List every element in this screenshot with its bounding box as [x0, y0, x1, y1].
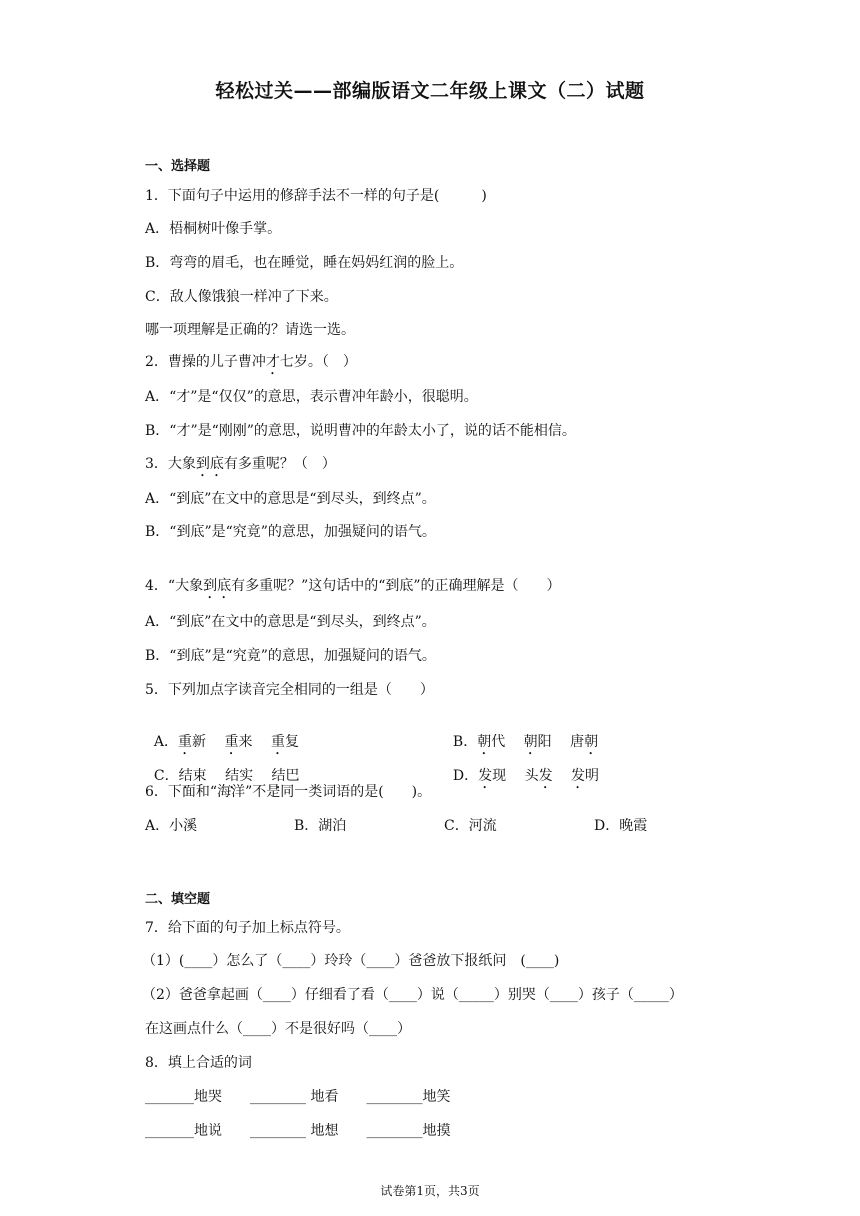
- q8-stem: 8．填上合适的词: [145, 1055, 252, 1071]
- q5-option-a: A．重新 重来 重复: [153, 734, 299, 750]
- q4-stem: [145, 576, 561, 602]
- group-instruction: 哪一项理解是正确的？请选一选。: [145, 322, 355, 338]
- q6-stem: 6．下面和“海洋”不是同一类词语的是( )。: [145, 784, 432, 800]
- q7-line-1: （1）(____）怎么了（____）玲玲（____）爸爸放下报纸问 (____): [142, 953, 560, 969]
- q7-line-3: 在这画点什么（____）不是很好吗（____）: [145, 1021, 411, 1037]
- q5-option-d: D．发现 头发 发明: [452, 768, 600, 784]
- q1-option-c: C．敌人像饿狼一样冲了下来。: [145, 289, 338, 305]
- q7-stem: 7．给下面的句子加上标点符号。: [145, 920, 350, 936]
- q1-option-b: B．弯弯的眉毛，也在睡觉，睡在妈妈红润的脸上。: [145, 255, 464, 271]
- q2-option-b: B．“才”是“刚刚”的意思，说明曹冲的年龄太小了，说的话不能相信。: [145, 423, 576, 439]
- q4-stem-post: 有多重呢？”这句话中的“到底”的正确理解是（ ）: [231, 578, 561, 594]
- q2-stem: [145, 352, 357, 378]
- q2-option-a: A．“才”是“仅仅”的意思，表示曹冲年龄小，很聪明。: [145, 389, 478, 405]
- page-footer: 试卷第1页，共3页: [380, 1184, 480, 1198]
- q4-stem-pre: 4．“大象: [145, 578, 204, 594]
- q3-stem-post: 有多重呢？（ ）: [223, 456, 336, 472]
- q8-row-2: _______地说 ________ 地想 ________地摸: [145, 1123, 451, 1139]
- q5-option-b: B．朝代 朝阳 唐朝: [452, 734, 599, 750]
- q4-option-b: B．“到底”是“究竟”的意思，加强疑问的语气。: [145, 648, 436, 664]
- q5-stem: 5．下列加点字读音完全相同的一组是（ ）: [145, 682, 434, 698]
- q8-row-1: _______地哭 ________ 地看 ________地笑: [145, 1089, 451, 1105]
- q2-stem-pre: 2．曹操的儿子曹冲: [145, 354, 266, 370]
- page-title: 轻松过关——部编版语文二年级上课文（二）试题: [215, 80, 645, 102]
- q2-stem-post: 七岁。（ ）: [279, 354, 357, 370]
- q1-stem: 1．下面句子中运用的修辞手法不一样的句子是( ): [145, 188, 487, 204]
- q1-option-a: A．梧桐树叶像手掌。: [145, 221, 282, 237]
- q3-option-b: B．“到底”是“究竟”的意思，加强疑问的语气。: [145, 524, 436, 540]
- q6-option-d: D．晚霞: [594, 818, 648, 834]
- section-heading-fill: 二、填空题: [145, 892, 211, 907]
- q6-option-c: C．河流: [444, 818, 497, 834]
- q4-option-a: A．“到底”在文中的意思是“到尽头，到终点”。: [145, 614, 436, 630]
- q4-emphasized-word: 到底: [203, 578, 232, 594]
- q3-option-a: A．“到底”在文中的意思是“到尽头，到终点”。: [145, 491, 436, 507]
- q3-stem-pre: 3．大象: [145, 456, 196, 472]
- q3-emphasized-word: 到底: [195, 456, 224, 472]
- q6-option-b: B．湖泊: [294, 818, 347, 834]
- q6-option-a: A．小溪: [145, 818, 198, 834]
- q5-option-c: C．结束 结实 结巴: [153, 768, 300, 784]
- q7-line-2: （2）爸爸拿起画（____）仔细看了看（____）说（_____）别哭（____）孩子（_____）: [142, 987, 683, 1003]
- q3-stem: [145, 454, 336, 480]
- section-heading-choice: 一、选择题: [145, 159, 211, 174]
- q2-emphasized-word: 才: [265, 354, 280, 370]
